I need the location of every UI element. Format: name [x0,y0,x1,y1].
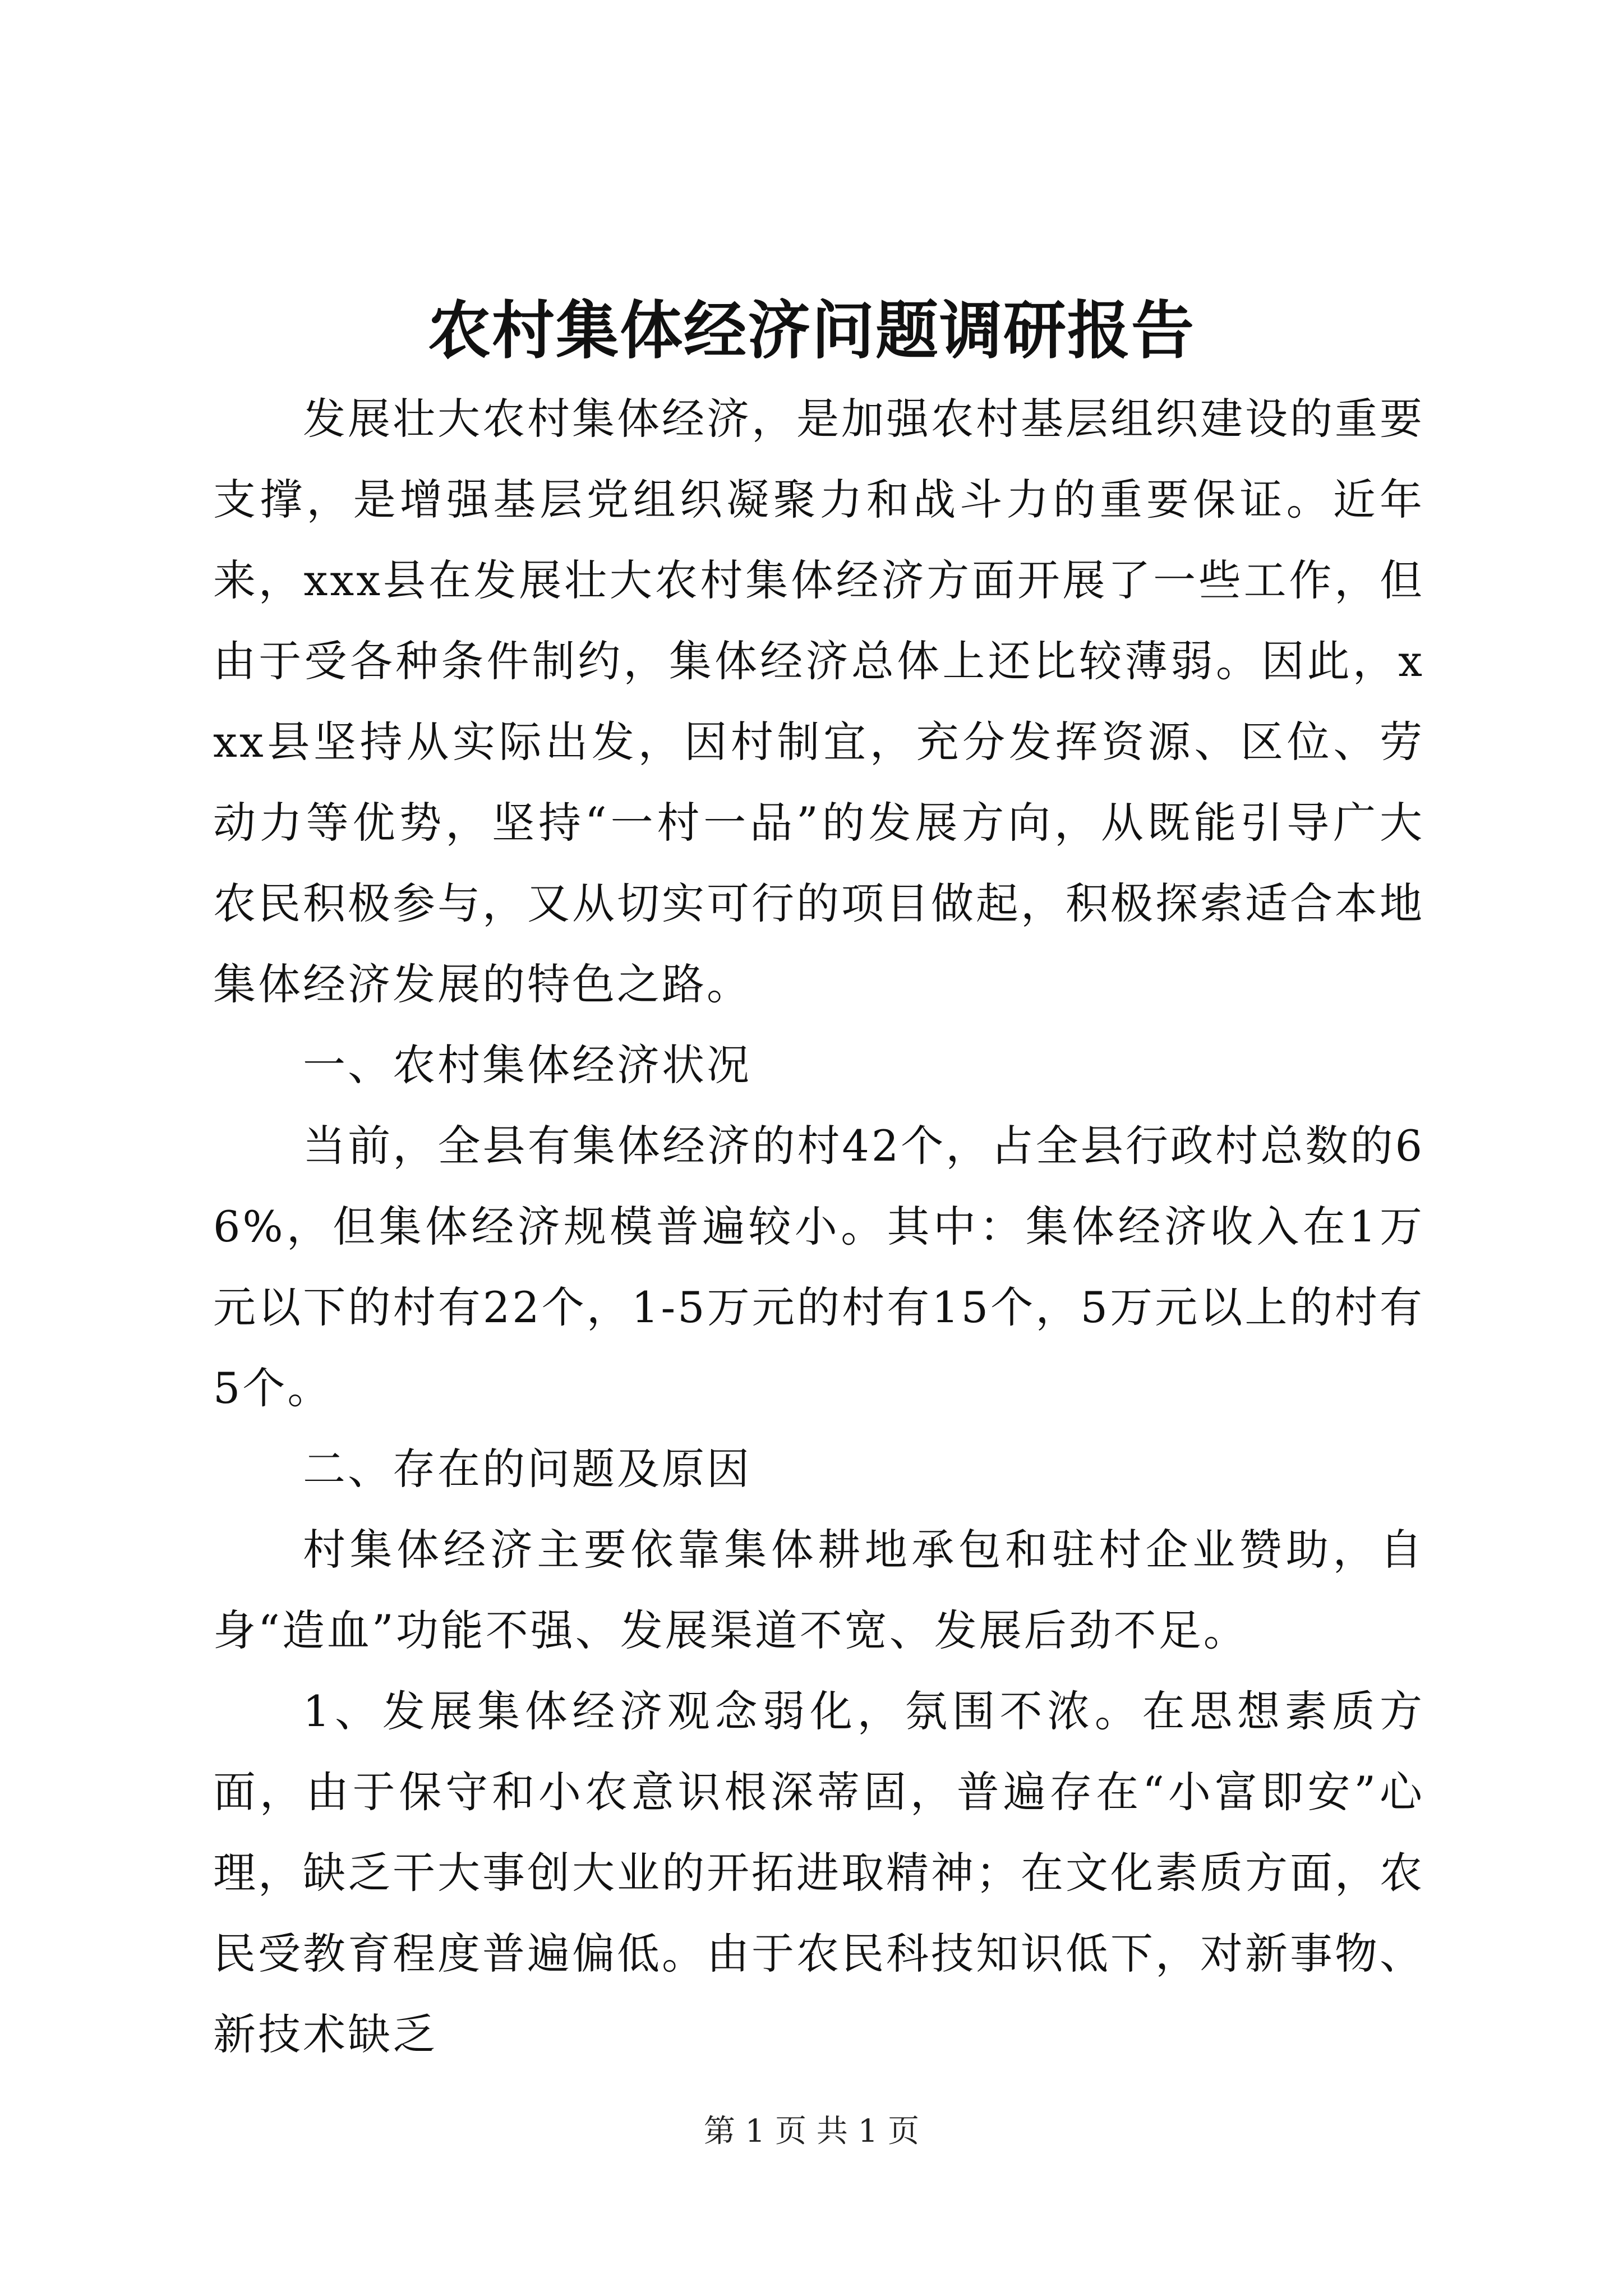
document-body [213,379,1424,2075]
problems-paragraph: 村集体经济主要依靠集体耕地承包和驻村企业赞助，自身“造血”功能不强、发展渠道不宽、发展后劲不足。 [213,1525,1424,1655]
intro-paragraph: 发展壮大农村集体经济，是加强农村基层组织建设的重要支撑，是增强基层党组织凝聚力和战斗力的重要保证。近年来，xxx县在发展壮大农村集体经济方面开展了一些工作，但由于受各种条件制约，集体经济总体上还比较薄弱。因此，xxx县坚持从实际出发，因村制宜，充分发挥资源、区位、劳动力等优势，坚持“一村一品”的发展方向，从既能引导广大农民积极参与，又从切实可行的项目做起，积极探索适合本地集体经济发展的特色之路。 [213,394,1424,1009]
problem-item-1-paragraph: 1、发展集体经济观念弱化，氛围不浓。在思想素质方面，由于保守和小农意识根深蒂固，普遍存在“小富即安”心理，缺乏干大事创大业的开拓进取精神；在文化素质方面，农民受教育程度普遍偏低。由于农民科技知识低下，对新事物、新技术缺乏 [213,1686,1424,2059]
section-heading-problems: 二、存在的问题及原因 [303,1444,751,1494]
document-title: 农村集体经济问题调研报告 [428,294,1195,367]
status-paragraph: 当前，全县有集体经济的村42个，占全县行政村总数的66%，但集体经济规模普遍较小。其中：集体经济收入在1万元以下的村有22个，1-5万元的村有15个，5万元以上的村有5个。 [213,1121,1424,1413]
section-heading-status: 一、农村集体经济状况 [303,1040,751,1090]
page-footer: 第 1 页 共 1 页 [703,2113,920,2150]
